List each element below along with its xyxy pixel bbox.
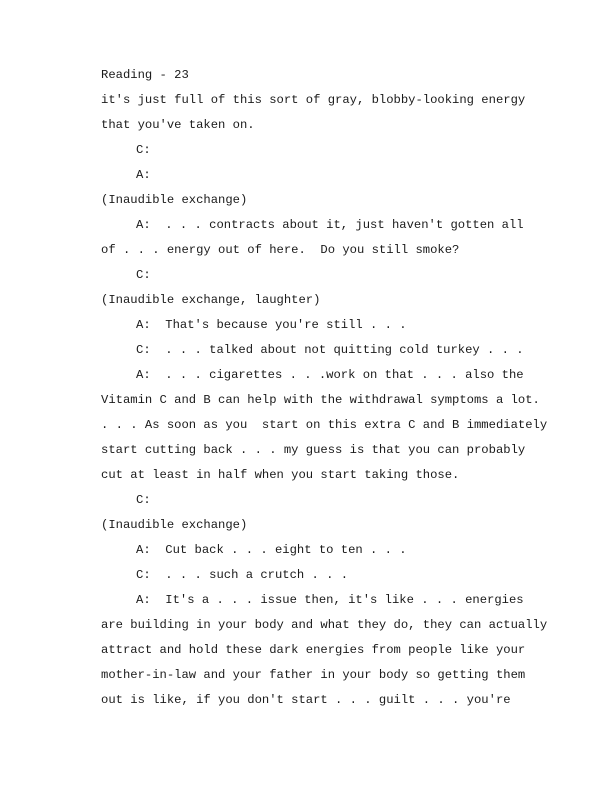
text-line: mother-in-law and your father in your body so getting them — [101, 668, 526, 682]
page-header: Reading - 23 — [101, 68, 189, 82]
text-line: C: — [136, 493, 151, 507]
text-line: of . . . energy out of here. Do you still smoke? — [101, 243, 460, 257]
text-line: that you've taken on. — [101, 118, 255, 132]
text-line: attract and hold these dark energies from people like your — [101, 643, 526, 657]
text-line: out is like, if you don't start . . . guilt . . . you're — [101, 693, 511, 707]
text-line: C: . . . talked about not quitting cold turkey . . . — [136, 343, 524, 357]
text-line: are building in your body and what they do, they can actually — [101, 618, 548, 632]
text-line: A: That's because you're still . . . — [136, 318, 407, 332]
text-line: (Inaudible exchange, laughter) — [101, 293, 321, 307]
text-line: A: . . . cigarettes . . .work on that . . . also the — [136, 368, 524, 382]
text-line: C: — [136, 268, 151, 282]
text-line: . . . As soon as you start on this extra C and B immediately — [101, 418, 548, 432]
text-line: (Inaudible exchange) — [101, 518, 248, 532]
text-line: start cutting back . . . my guess is that you can probably — [101, 443, 526, 457]
text-line: A: . . . contracts about it, just haven't gotten all — [136, 218, 524, 232]
text-line: Vitamin C and B can help with the withdrawal symptoms a lot. — [101, 393, 540, 407]
text-line: cut at least in half when you start taking those. — [101, 468, 460, 482]
text-line: C: . . . such a crutch . . . — [136, 568, 349, 582]
text-line: A: — [136, 168, 151, 182]
text-line: C: — [136, 143, 151, 157]
text-line: it's just full of this sort of gray, blobby-looking energy — [101, 93, 526, 107]
text-line: A: It's a . . . issue then, it's like . . . energies — [136, 593, 524, 607]
text-line: A: Cut back . . . eight to ten . . . — [136, 543, 407, 557]
text-line: (Inaudible exchange) — [101, 193, 248, 207]
